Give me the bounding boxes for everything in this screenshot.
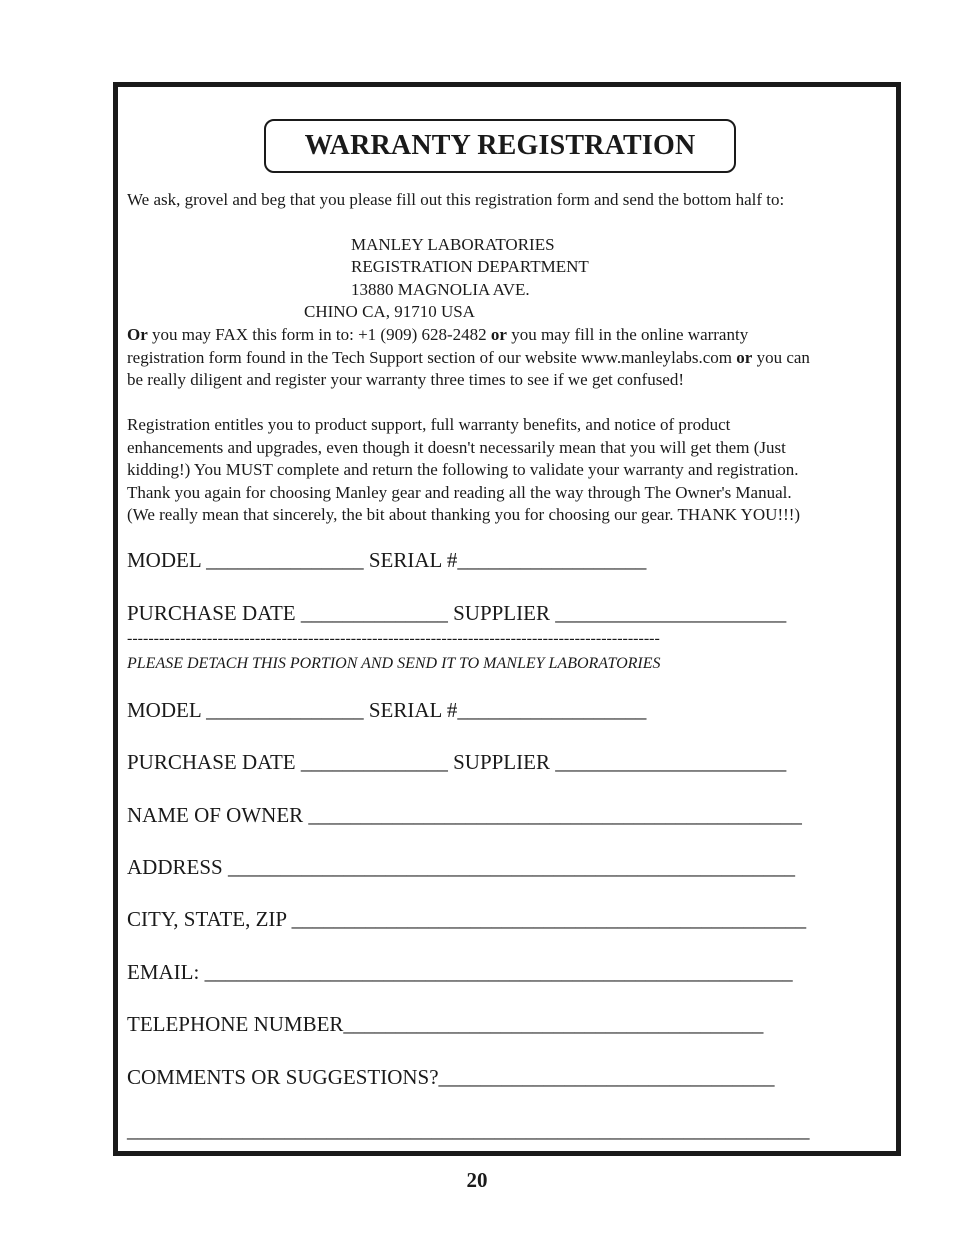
address-line-3: 13880 MAGNOLIA AVE. — [351, 280, 530, 299]
fax-line-3: be really diligent and register your warranty three times to see if we get confused! — [127, 370, 685, 389]
model-serial-field[interactable]: MODEL _______________ SERIAL #__________________ — [127, 698, 647, 722]
page-number: 20 — [466, 1168, 488, 1192]
page-title: WARRANTY REGISTRATION — [304, 130, 696, 161]
telephone-field[interactable]: TELEPHONE NUMBER________________________________________ — [127, 1012, 764, 1036]
bold-or: or — [490, 325, 507, 344]
registration-line: enhancements and upgrades, even though it doesn't necessarily mean that you will get them (Just — [127, 437, 786, 457]
comments-extra-line[interactable]: _________________________________________________________________ — [127, 1118, 810, 1142]
intro-text: We ask, grovel and beg that you please fill out this registration form and send the bottom half to: — [127, 190, 785, 209]
address-line-2: REGISTRATION DEPARTMENT — [351, 257, 589, 276]
comments-field[interactable]: COMMENTS OR SUGGESTIONS?________________________________ — [127, 1065, 775, 1089]
fax-text: you may fill in the online warranty — [506, 325, 749, 344]
fax-line-1 — [127, 324, 887, 347]
city-state-zip-field[interactable]: CITY, STATE, ZIP _________________________________________________ — [127, 907, 807, 931]
purchase-supplier-field[interactable]: PURCHASE DATE ______________ SUPPLIER ______________________ — [127, 750, 787, 774]
address-line-4: CHINO CA, 91710 USA — [304, 302, 475, 321]
address-field[interactable]: ADDRESS ______________________________________________________ — [127, 855, 795, 879]
fax-text: you can — [752, 347, 810, 367]
model-serial-field-top[interactable]: MODEL _______________ SERIAL #__________________ — [127, 548, 647, 572]
email-field[interactable]: EMAIL: ________________________________________________________ — [127, 960, 793, 984]
fax-text: you may FAX this form in to: +1 (909) 628-2482 — [147, 325, 491, 344]
registration-paragraph — [127, 414, 887, 527]
bold-or: Or — [127, 325, 148, 344]
registration-line: Registration entitles you to product support, full warranty benefits, and notice of product — [127, 415, 731, 434]
website-text: registration form found in the Tech Support section of our website www.manleylabs.com — [127, 347, 737, 367]
title-box — [264, 119, 736, 173]
registration-line: (We really mean that sincerely, the bit about thanking you for choosing our gear. THANK YOU!!!) — [127, 505, 801, 524]
registration-line: Thank you again for choosing Manley gear and reading all the way through The Owner's Manual. — [127, 482, 792, 502]
registration-line: kidding!) You MUST complete and return the following to validate your warranty and registration. — [127, 460, 799, 479]
address-line-1: MANLEY LABORATORIES — [351, 235, 555, 254]
detach-divider: ---------------------------------------------------------------------------------------------------- — [127, 630, 660, 647]
owner-name-field[interactable]: NAME OF OWNER _______________________________________________ — [127, 803, 802, 827]
detach-note: PLEASE DETACH THIS PORTION AND SEND IT TO MANLEY LABORATORIES — [127, 655, 661, 672]
purchase-supplier-field-top[interactable]: PURCHASE DATE ______________ SUPPLIER ______________________ — [127, 601, 787, 625]
bold-or: or — [736, 347, 753, 367]
fax-line-2 — [127, 347, 887, 370]
fax-paragraph — [127, 324, 887, 392]
